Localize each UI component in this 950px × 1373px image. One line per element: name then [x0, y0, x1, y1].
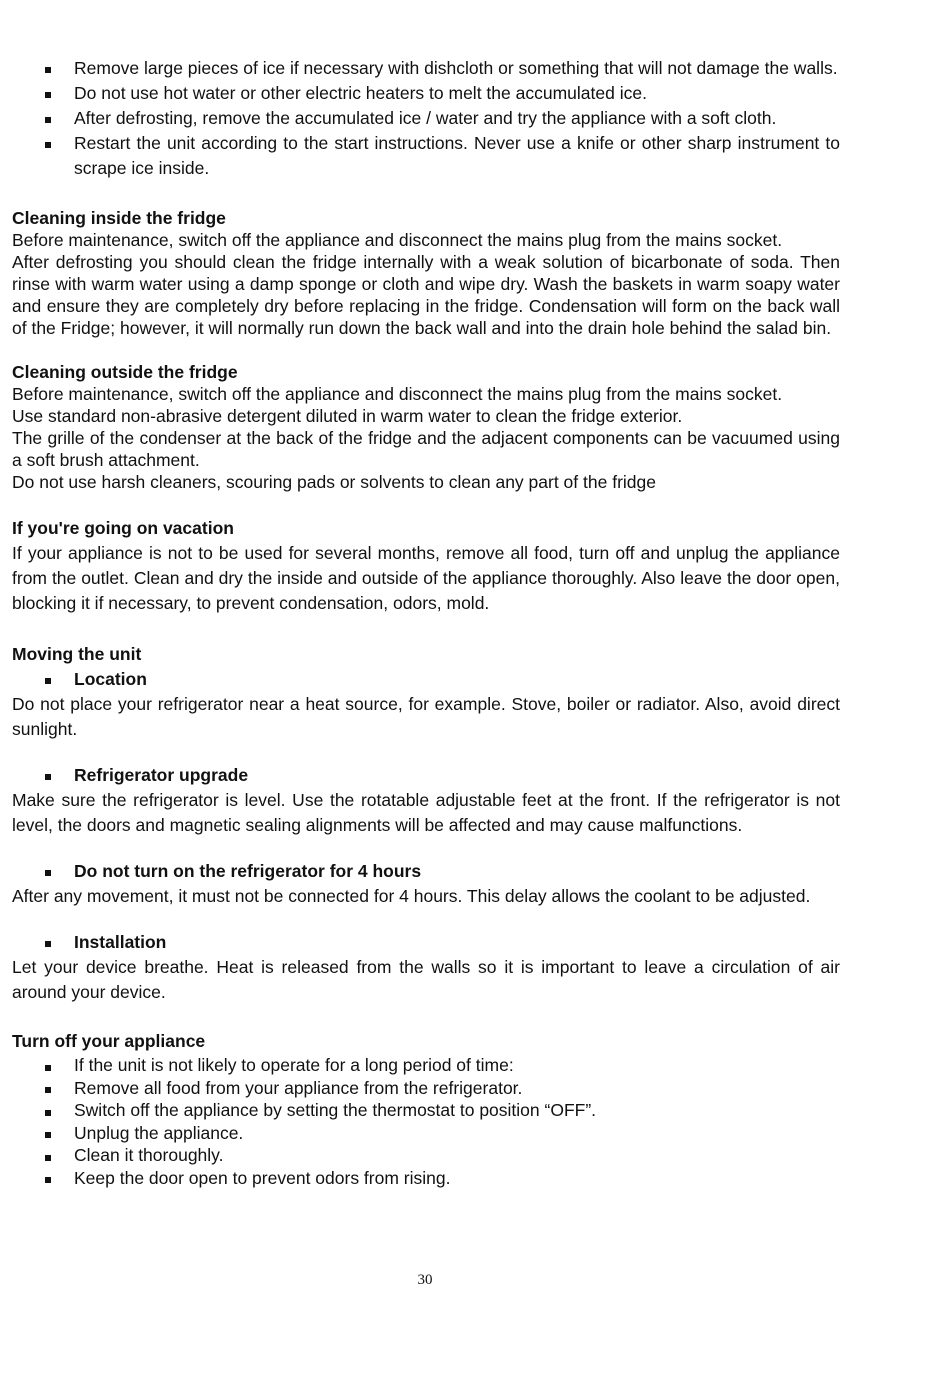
turn-off-list: [12, 1054, 840, 1189]
page-number: 30: [417, 1272, 433, 1288]
subheading-installation: Installation: [12, 930, 840, 955]
paragraph: After any movement, it must not be connected for 4 hours. This delay allows the coolant to be adjusted.: [12, 886, 811, 906]
subheading-list: [12, 667, 840, 692]
list-item: Restart the unit according to the start instructions. Never use a knife or other sharp instrument to scrape ice inside.: [12, 131, 840, 181]
paragraph: Let your device breathe. Heat is released from the walls so it is important to leave a circulation of air around your device.: [12, 957, 840, 1002]
list-item: Clean it thoroughly.: [12, 1144, 840, 1167]
paragraph: Do not place your refrigerator near a heat source, for example. Stove, boiler or radiator. Also, avoid direct sunlight.: [12, 694, 840, 739]
subheading-refrigerator-upgrade: Refrigerator upgrade: [12, 763, 840, 788]
list-item: If the unit is not likely to operate for a long period of time:: [12, 1054, 840, 1077]
paragraph: Make sure the refrigerator is level. Use the rotatable adjustable feet at the front. If the refrigerator is not level, the doors and magnetic sealing alignments will be affected and may cause malfunctions.: [12, 790, 840, 835]
list-item: Switch off the appliance by setting the thermostat to position “OFF”.: [12, 1099, 840, 1122]
paragraph: Use standard non-abrasive detergent diluted in warm water to clean the fridge exterior.: [12, 406, 683, 426]
paragraph: The grille of the condenser at the back of the fridge and the adjacent components can be vacuumed using a soft brush attachment.: [12, 428, 840, 470]
list-item: Remove all food from your appliance from the refrigerator.: [12, 1077, 840, 1100]
section-heading-cleaning-outside: Cleaning outside the fridge: [12, 362, 238, 382]
paragraph: If your appliance is not to be used for several months, remove all food, turn off and unplug the appliance from the outlet. Clean and dry the inside and outside of the appliance thoroughly. Also leave the door open, blocking it if necessary, to prevent condensation, odors, mold.: [12, 543, 840, 613]
section-heading-turn-off: Turn off your appliance: [12, 1031, 206, 1051]
subheading-list: [12, 763, 840, 788]
list-item: After defrosting, remove the accumulated ice / water and try the appliance with a soft cloth.: [12, 106, 840, 131]
subheading-list: [12, 930, 840, 955]
paragraph: Do not use harsh cleaners, scouring pads or solvents to clean any part of the fridge: [12, 472, 656, 492]
subheading-list: [12, 859, 840, 884]
list-item: Unplug the appliance.: [12, 1122, 840, 1145]
section-heading-moving: Moving the unit: [12, 644, 142, 664]
paragraph: Before maintenance, switch off the appliance and disconnect the mains plug from the mains socket.: [12, 384, 783, 404]
paragraph: Before maintenance, switch off the appliance and disconnect the mains plug from the mains socket.: [12, 230, 783, 250]
manual-page: [12, 56, 840, 1189]
list-item: Remove large pieces of ice if necessary with dishcloth or something that will not damage the walls.: [12, 56, 840, 81]
list-item: Do not use hot water or other electric heaters to melt the accumulated ice.: [12, 81, 840, 106]
paragraph: After defrosting you should clean the fridge internally with a weak solution of bicarbonate of soda. Then rinse with warm water using a damp sponge or cloth and wipe dry. Wash the baskets in warm soapy water and ensure they are completely dry before replacing in the fridge. Condensation will form on the back wall of the Fridge; however, it will normally run down the back wall and into the drain hole behind the salad bin.: [12, 252, 840, 338]
subheading-wait-4-hours: Do not turn on the refrigerator for 4 hours: [12, 859, 840, 884]
subheading-location: Location: [12, 667, 840, 692]
list-item: Keep the door open to prevent odors from rising.: [12, 1167, 840, 1190]
defrost-list: [12, 56, 840, 181]
section-heading-cleaning-inside: Cleaning inside the fridge: [12, 208, 226, 228]
section-heading-vacation: If you're going on vacation: [12, 518, 234, 538]
